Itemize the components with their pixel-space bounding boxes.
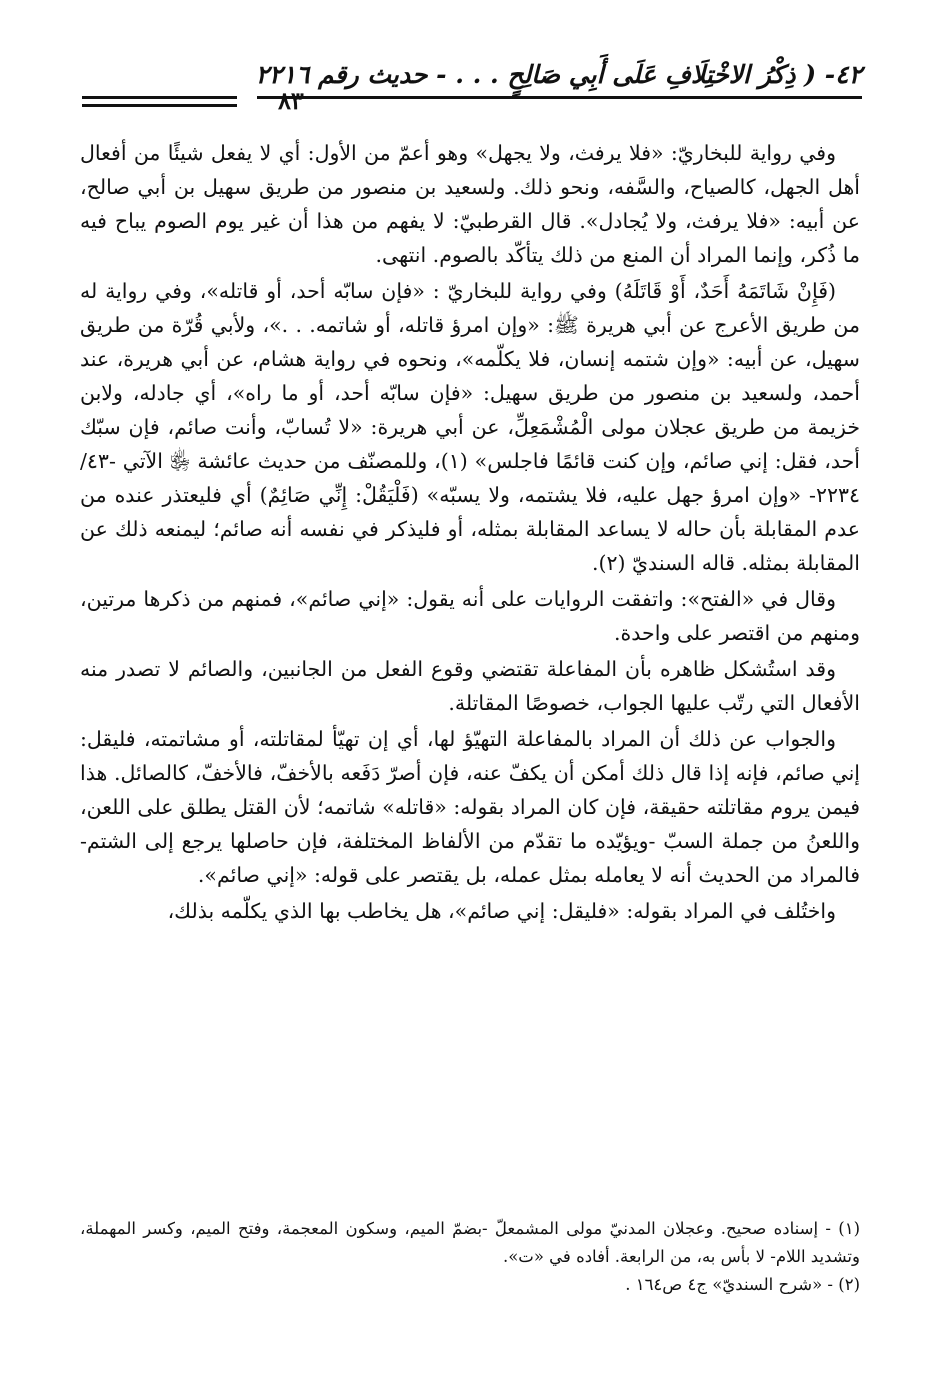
paragraph-6: واختُلف في المراد بقوله: «فليقل: إني صائم»، هل يخاطب بها الذي يكلّمه بذلك، <box>167 899 836 923</box>
footnote-separator <box>0 1199 860 1200</box>
header-rule-bottom <box>82 104 237 107</box>
page-number: ٨٣ <box>278 86 304 115</box>
header-main-rule <box>257 96 862 99</box>
paragraph-2: (فَإِنْ شَاتَمَهُ أَحَدٌ، أَوْ قَاتَلَهُ) وفي رواية للبخاريّ : «فإن سابّه أحد، أو قاتله»، وفي رواية له من طريق الأعرج عن أبي هريرة ﷺ: «وإن امرؤ قاتله، أو شاتمه. . .»، ولأبي قُرّة من طريق سهيل، عن أبيه: «وإن شتمه إنسان، فلا يكلّمه»، ونحوه في رواية هشام، عن أبي هريرة، عند أحمد، ولسعيد بن منصور من طريق سهيل: «فإن سابّه أحد، أو ما راه»، أي جادله، ولابن خزيمة من طريق عجلان مولى الْمُشْمَعِلِّ، عن أبي هريرة: «لا تُسابّ، وأنت صائم، فإن سبّك أحد، فقل: إني صائم، وإن كنت قائمًا فاجلس» (١)، وللمصنّف من حديث عائشة ﵂ الآتي -٤٣/ ٢٢٣٤- «وإن امرؤ جهل عليه، فلا يشتمه، ولا يسبّه» (فَلْيَقُلْ: إِنِّي صَائِمٌ) أي فليعتذر عنده من عدم المقابلة بأن حاله لا يساعد المقابلة بمثله، أو فليذكر في نفسه أنه صائم؛ ليمنعه ذلك عن المقابلة بمثله. قاله السنديّ (٢). <box>80 279 860 575</box>
footnote-2: (٢) - «شرح السنديّ» ج٤ ص١٦٤ . <box>625 1275 860 1294</box>
header-double-rule <box>82 96 237 110</box>
footnotes <box>80 1215 860 1299</box>
paragraph-4: وقد استُشكل ظاهره بأن المفاعلة تقتضي وقوع الفعل من الجانبين، والصائم لا تصدر منه الأفعال التي رتّب عليها الجواب، خصوصًا المقاتلة. <box>80 657 860 715</box>
main-text <box>80 136 860 930</box>
paragraph-5: والجواب عن ذلك أن المراد بالمفاعلة التهيّؤ لها، أي إن تهيّأ لمقاتلته، أو مشاتمته، فليقل: إني صائم، فإنه إذا قال ذلك أمكن أن يكفّ عنه، فإن أصرّ دَفَعه بالأخفّ، فالأخفّ، كالصائل. هذا فيمن يروم مقاتلته حقيقة، فإن كان المراد بقوله: «قاتله» شاتمه؛ لأن القتل يطلق على اللعن، واللعنُ من جملة السبّ -ويؤيّده ما تقدّم من الألفاظ المختلفة، فإن حاصلها يرجع إلى الشتم- فالمراد من الحديث أنه لا يعامله بمثل عمله، بل يقتصر على قوله: «إني صائم». <box>80 727 860 887</box>
paragraph-3: وقال في «الفتح»: واتفقت الروايات على أنه يقول: «إني صائم»، فمنهم من ذكرها مرتين، ومنهم من اقتصر على واحدة. <box>80 587 860 645</box>
page-header <box>82 58 862 115</box>
paragraph-1: وفي رواية للبخاريّ: «فلا يرفث، ولا يجهل» وهو أعمّ من الأول: أي لا يفعل شيئًا من أفعال أهل الجهل، كالصياح، والسَّفه، ونحو ذلك. ولسعيد بن منصور من طريق سهيل بن أبي صالح، عن أبيه: «فلا يرفث، ولا يُجادل». قال القرطبيّ: لا يفهم من هذا أن غير يوم الصوم يباح فيه ما ذُكر، وإنما المراد أن المنع من ذلك يتأكّد بالصوم. انتهى. <box>80 141 860 267</box>
running-title: ٤٢- ( ذِكْرُ الاخْتِلَافِ عَلَى أَبِي صَالِحٍ . . . - حديث رقم ٢٢١٦ <box>255 60 862 89</box>
footnote-1: (١) - إسناده صحيح. وعجلان المدنيّ مولى المشمعلّ -بضمّ الميم، وسكون المعجمة، وفتح الميم، وكسر المهملة، وتشديد اللام- لا بأس به، من الرابعة. أفاده في «ت». <box>80 1219 860 1266</box>
header-rule-top <box>82 96 237 99</box>
